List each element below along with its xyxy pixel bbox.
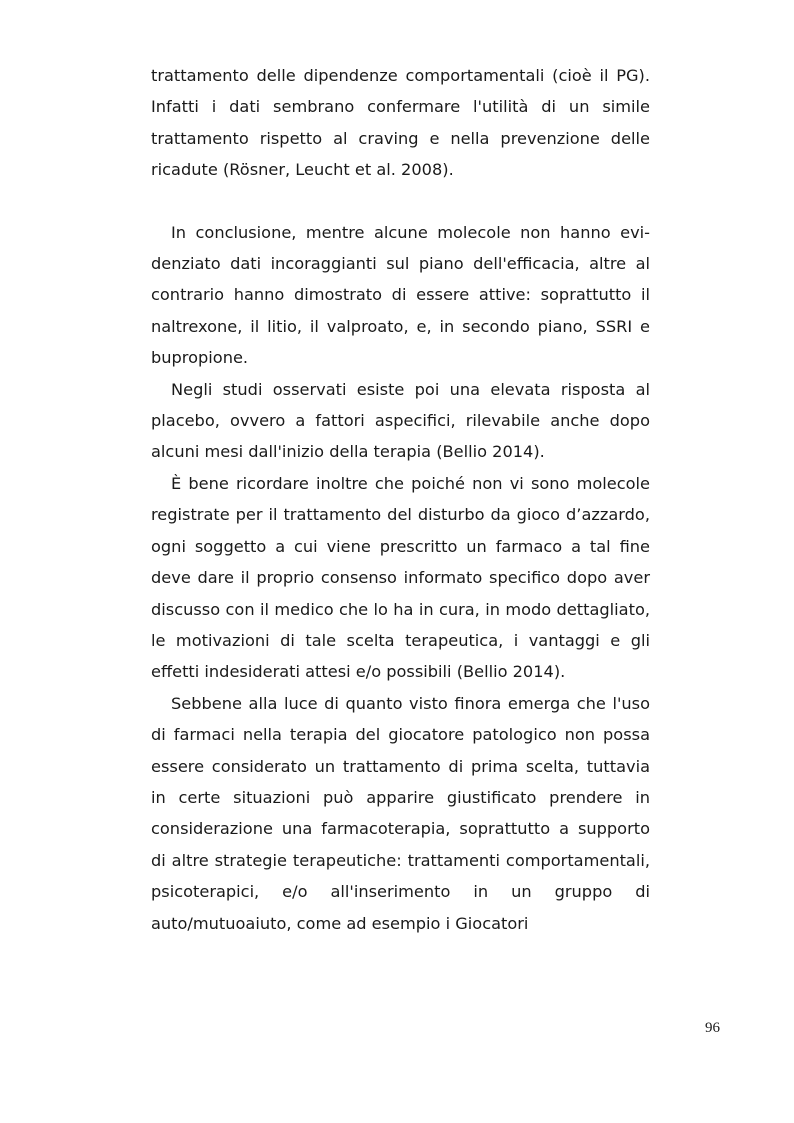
- page-number: 96: [705, 1020, 720, 1036]
- paragraph-pharmacotherapy: Sebbene alla luce di quanto visto finora emerga che l'uso di farmaci nella terapia del giocatore patologico non possa essere considerato un trattamento di prima scelta, tuttavia in certe situazioni può apparire giustificato prendere in considerazione una farmacoterapia, soprattutto a supporto di altre strategie terapeutiche: trattamenti comportamentali, psicoterapici, e/o all'inserimento in un gruppo di auto/mutuoaiuto, come ad esempio i Giocatori: [151, 693, 650, 933]
- paragraph-conclusion: In conclusione, mentre alcune molecole non hanno evidenziato dati incoraggianti sul piano dell'efficacia, altre al contrario hanno dimostrato di essere attive: soprattutto il naltrexone, il litio, il valproato, e, in secondo piano, SSRI e bupropione.: [151, 222, 650, 368]
- paragraph-informed-consent: È bene ricordare inoltre che poiché non vi sono molecole registrate per il trattamento del disturbo da gioco d’azzardo, ogni soggetto a cui viene prescritto un farmaco a tal fine deve dare il proprio consenso informato specifico dopo aver discusso con il medico che lo ha in cura, in modo dettagliato, le motivazioni di tale scelta terapeutica, i vantaggi e gli effetti indesiderati attesi e/o possibili (Bellio 2014).: [151, 473, 650, 682]
- body-text: [151, 60, 650, 939]
- paragraph-pg-treatment: trattamento delle dipendenze comportamentali (cioè il PG). Infatti i dati sembrano confermare l'utilità di un simile trattamento rispetto al craving e nella prevenzione delle ricadute (Rösner, Leucht et al. 2008).: [151, 66, 650, 180]
- paragraph-placebo: Negli studi osservati esiste poi una elevata risposta al placebo, ovvero a fattori aspecifici, rilevabile anche dopo alcuni mesi dall'inizio della terapia (Bellio 2014).: [151, 379, 650, 462]
